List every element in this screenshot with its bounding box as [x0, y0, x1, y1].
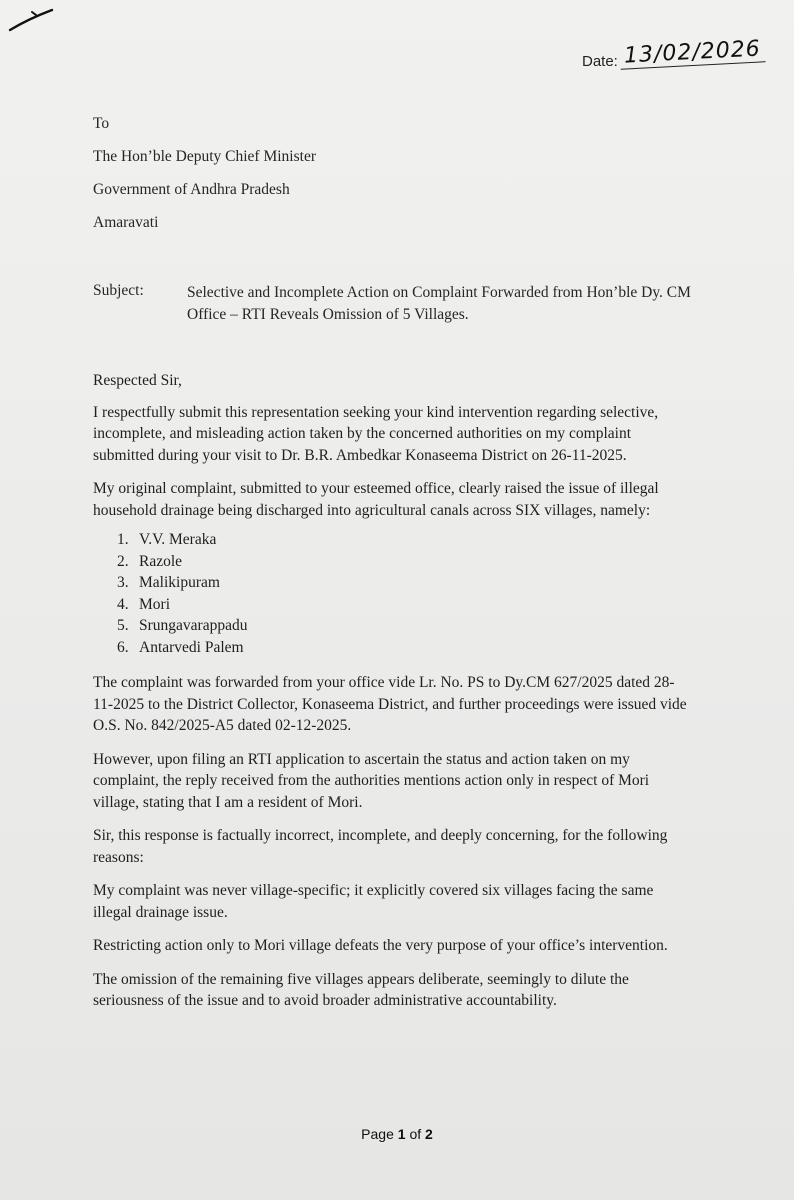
date-label: Date: — [582, 53, 618, 70]
list-item: 5. Srungavarappadu — [117, 617, 248, 634]
list-item: 6. Antarvedi Palem — [117, 638, 244, 656]
salutation: Respected Sir, — [93, 372, 182, 389]
village-list — [117, 529, 693, 658]
letter-body — [93, 370, 693, 1024]
subject-label: Subject: — [93, 282, 144, 299]
address-line: Government of Andhra Pradesh — [93, 181, 290, 198]
address-line: The Hon’ble Deputy Chief Minister — [93, 148, 316, 165]
checkmark-icon — [6, 6, 56, 36]
paragraph: My complaint was never village-specific; it explicitly covered six villages facing the same illegal drainage issue. — [93, 882, 654, 921]
page-number: Page 1 of 2 — [361, 1126, 433, 1142]
subject-block — [93, 282, 697, 326]
paragraph: I respectfully submit this representation seeking your kind intervention regarding selective, incomplete, and misleading action taken by the concerned authorities on my complaint submitted during your visit to Dr. B.R. Ambedkar Konaseema District on 26-11-2025. — [93, 403, 659, 464]
address-line: Amaravati — [93, 214, 159, 231]
paragraph: Sir, this response is factually incorrect, incomplete, and deeply concerning, for the following reasons: — [93, 827, 668, 866]
subject-text: Selective and Incomplete Action on Complaint Forwarded from Hon’ble Dy. CM Office – RTI Reveals Omission of 5 Villages. — [187, 284, 691, 323]
list-item: 2. Razole — [117, 552, 183, 570]
paragraph: However, upon filing an RTI application to ascertain the status and action taken on my complaint, the reply received from the authorities mentions action only in respect of Mori village, stating that I am a resident of Mori. — [93, 750, 650, 811]
recipient-address — [93, 114, 316, 246]
paragraph: The complaint was forwarded from your office vide Lr. No. PS to Dy.CM 627/2025 dated 28-11-2025 to the District Collector, Konaseema District, and further proceedings were issued vide O.S. No. 842/2025-A5 dated 02-12-2025. — [93, 674, 687, 734]
paragraph: My original complaint, submitted to your esteemed office, clearly raised the issue of illegal household drainage being discharged into agricultural canals across SIX villages, namely: — [93, 480, 659, 519]
list-item: 4. Mori — [117, 595, 170, 613]
address-line: To — [93, 115, 110, 132]
handwritten-date: 13/02/2026 — [619, 36, 765, 70]
list-item: 1. V.V. Meraka — [117, 531, 217, 548]
list-item: 3. Malikipuram — [117, 574, 220, 591]
paragraph: Restricting action only to Mori village defeats the very purpose of your office’s intervention. — [93, 937, 668, 954]
date-line — [582, 36, 765, 70]
paragraph: The omission of the remaining five villages appears deliberate, seemingly to dilute the seriousness of the issue and to avoid broader administrative accountability. — [93, 970, 629, 1009]
